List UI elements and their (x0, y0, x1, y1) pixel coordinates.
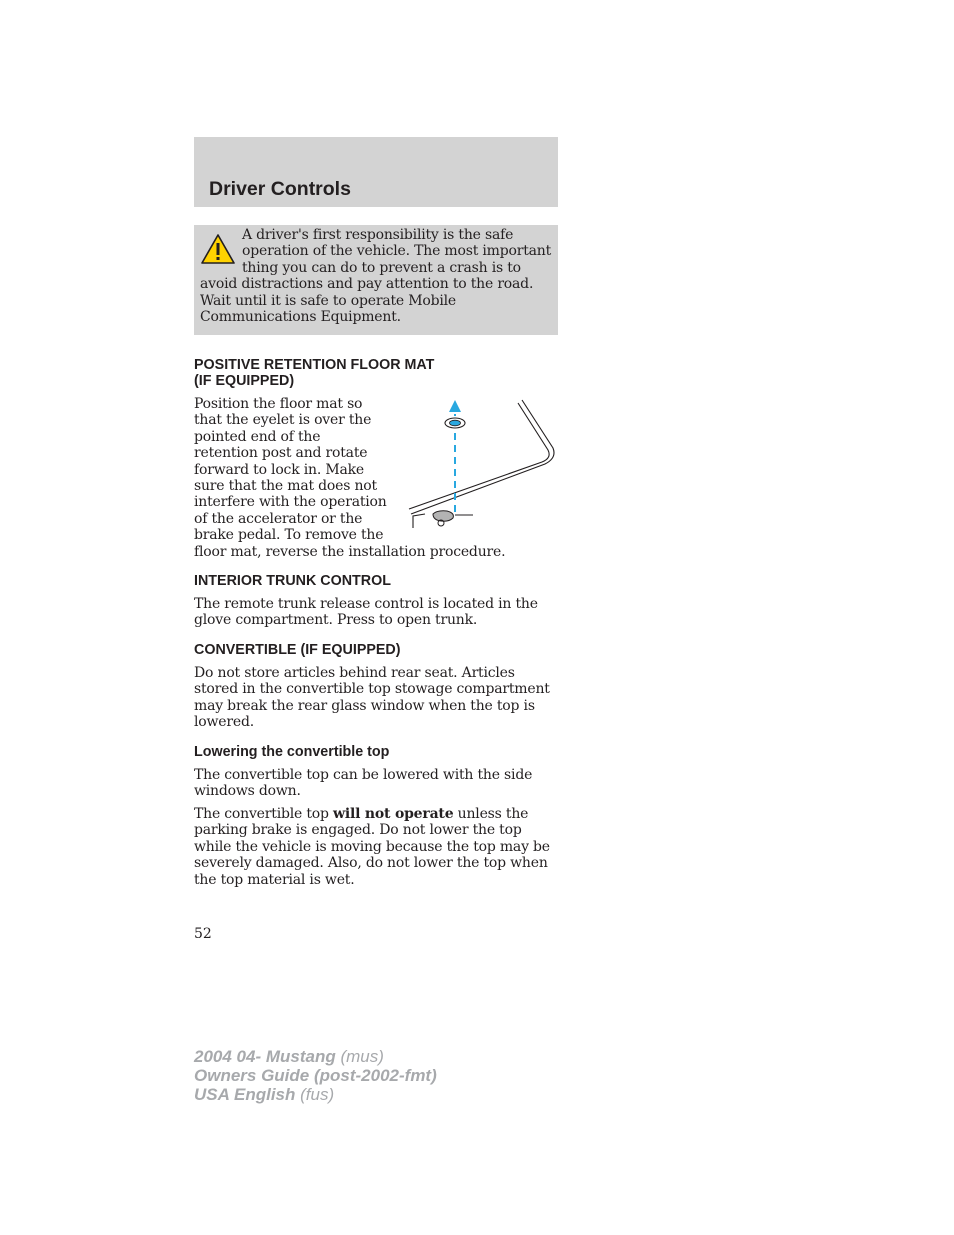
warning-triangle-icon (200, 233, 236, 265)
page-title: Driver Controls (209, 178, 351, 200)
floor-mat-line: interfere with the operation (194, 494, 387, 511)
lowering-para2-emphasis: will not operate (333, 806, 454, 822)
header-band (194, 137, 558, 207)
page-number: 52 (194, 926, 212, 942)
floor-mat-heading (194, 357, 434, 390)
floor-mat-line: that the eyelet is over the (194, 412, 372, 429)
floor-mat-line: of the accelerator or the (194, 510, 363, 527)
floor-mat-line: floor mat, reverse the installation procedure. (194, 543, 506, 560)
trunk-heading: INTERIOR TRUNK CONTROL (194, 573, 391, 589)
floor-mat-heading-line2: (IF EQUIPPED) (194, 373, 295, 390)
floor-mat-line: Position the floor mat so (194, 396, 363, 412)
footer-model-code: (mus) (335, 1047, 384, 1066)
trunk-text: The remote trunk release control is located in the glove compartment. Press to open trunk. (194, 596, 538, 629)
footer-model: 2004 04- Mustang (194, 1047, 336, 1066)
floor-mat-line: retention post and rotate (194, 445, 368, 462)
floor-mat-line: pointed end of the (194, 428, 321, 445)
convertible-text: Do not store articles behind rear seat. Articles stored in the convertible top stowage compartment may break the rear glass window when the top is lowered. (194, 665, 550, 731)
footer-guide: Owners Guide (post-2002-fmt) (194, 1066, 437, 1085)
floor-mat-line: brake pedal. To remove the (194, 527, 384, 544)
footer-line3 (194, 1085, 437, 1104)
convertible-heading: CONVERTIBLE (IF EQUIPPED) (194, 642, 401, 658)
footer (194, 1047, 437, 1104)
floor-mat-line: sure that the mat does not (194, 478, 377, 495)
footer-language: USA English (194, 1085, 296, 1104)
lowering-para2-start: The convertible top (194, 806, 334, 822)
lowering-heading: Lowering the convertible top (194, 744, 390, 760)
floor-mat-heading-line1: POSITIVE RETENTION FLOOR MAT (194, 357, 435, 373)
footer-line1 (194, 1047, 437, 1066)
warning-text: A driver's first responsibility is the safe operation of the vehicle. The most important thing you can do to prevent a crash is to avoid distractions and pay attention to the road. Wait until it is safe to operate Mobile Communications Equipment. (200, 227, 552, 326)
warning-box (194, 225, 558, 335)
footer-language-code: (fus) (295, 1085, 335, 1104)
lowering-para1: The convertible top can be lowered with the side windows down. (194, 767, 533, 800)
floor-mat-line: forward to lock in. Make (194, 461, 364, 478)
floor-mat-illustration (405, 396, 557, 538)
lowering-para2 (194, 806, 560, 888)
footer-line2 (194, 1066, 437, 1085)
lowering-para2-end: unless the parking brake is engaged. Do not lower the top while the vehicle is moving because the top may be severely damaged. Also, do not lower the top when the top material is wet. (194, 806, 550, 888)
